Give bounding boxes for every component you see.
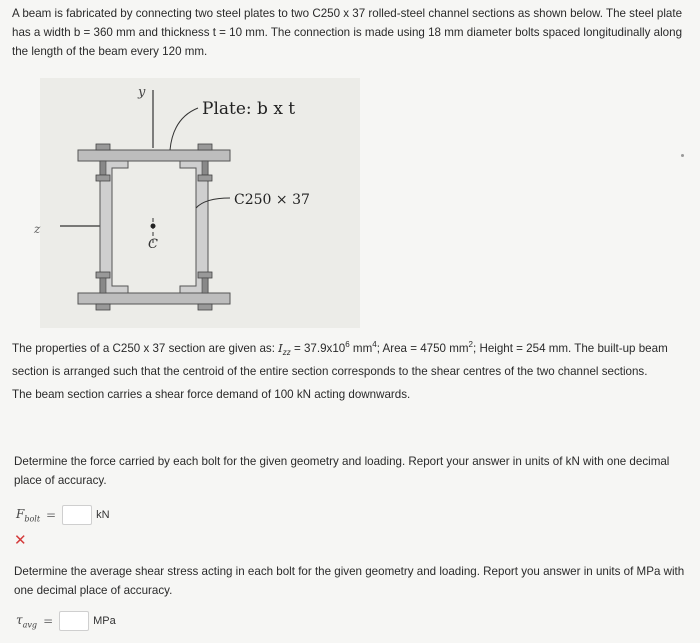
question-1-text: Determine the force carried by each bolt for the given geometry and loading. Report your answer in units of kN with one decimal place of accuracy.	[14, 455, 670, 487]
question-2-text: Determine the average shear stress acting in each bolt for the given geometry and loading. Report you answer in units of MPa with one decimal place of accuracy.	[14, 565, 685, 597]
plate-label: Plate: b x t	[202, 99, 296, 119]
izz-unit-exp: 4	[372, 340, 377, 349]
izz-symbol: I	[278, 340, 283, 355]
beam-cross-section-figure	[34, 78, 360, 328]
cross-icon: ✕	[14, 532, 27, 549]
equals-sign: =	[46, 508, 57, 522]
f-bolt-label: $F_{bolt}$	[16, 506, 41, 524]
mpa-unit: MPa	[93, 615, 116, 627]
shear-statement: The beam section carries a shear force demand of 100 kN acting downwards.	[12, 388, 411, 402]
beam-section-diagram	[34, 78, 360, 328]
channel-label: C250 × 37	[234, 192, 310, 208]
izz-sub: zz	[282, 348, 291, 358]
f-bolt-input[interactable]	[62, 505, 92, 525]
question-2-answer-row	[16, 611, 116, 631]
izz-unit: mm	[349, 341, 373, 355]
izz-value: = 37.9x10	[290, 341, 346, 355]
y-axis-label: y	[138, 85, 146, 100]
kn-unit: kN	[96, 509, 110, 521]
z-axis-label: z	[34, 222, 41, 236]
section-properties	[12, 335, 692, 404]
area-text: ; Area = 4750 mm	[376, 341, 469, 355]
equals-sign: =	[43, 614, 54, 628]
tau-avg-input[interactable]	[59, 611, 89, 631]
properties-lead: The properties of a C250 x 37 section are given as:	[12, 341, 279, 355]
izz-exp: 6	[345, 340, 350, 349]
question-1-answer-row	[16, 505, 110, 525]
tau-avg-label: $\tau_{avg}$	[16, 612, 38, 630]
centroid-label: C	[148, 237, 158, 252]
stray-dot	[681, 154, 684, 157]
area-exp: 2	[468, 340, 473, 349]
height-text: ; Height = 254 mm. The built-up beam section is arranged such that the centroid of the entire section corresponds to the shear centres of the two channel sections.	[12, 341, 668, 379]
problem-statement: A beam is fabricated by connecting two steel plates to two C250 x 37 rolled-steel channel sections as shown below. The steel plate has a width b = 360 mm and thickness t = 10 mm. The connection is made using 18 mm diameter bolts spaced longitudinally along the length of the beam every 120 mm.	[12, 7, 683, 58]
